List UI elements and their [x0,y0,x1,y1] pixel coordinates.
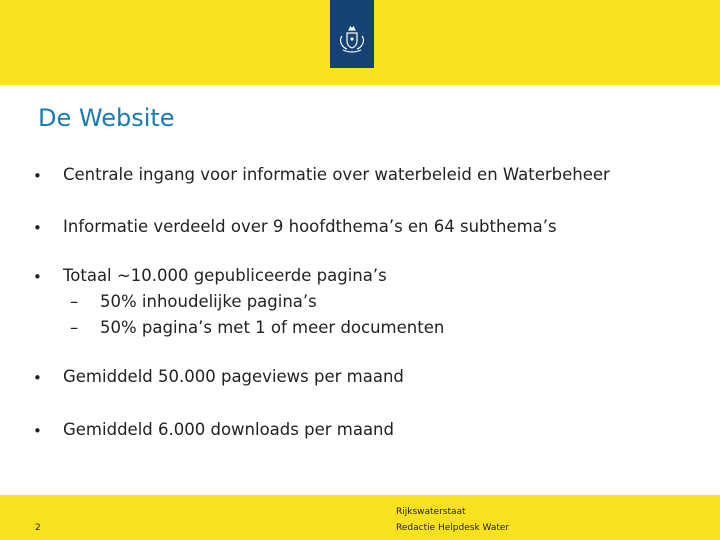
bullet-item: Totaal ~10.000 gepubliceerde pagina’s [63,266,387,285]
sub-bullet-item: 50% pagina’s met 1 of meer documenten [100,318,445,337]
slide-title: De Website [38,104,175,132]
bullet-marker: • [33,369,42,387]
footer-organization: Rijkswaterstaat [396,507,466,517]
bullet-marker: • [33,219,42,237]
footer-band [0,495,720,540]
bullet-item: Gemiddeld 6.000 downloads per maand [63,420,394,439]
bullet-item: Centrale ingang voor informatie over waterbeleid en Waterbeheer [63,165,610,184]
bullet-marker: • [33,268,42,286]
sub-bullet-marker: – [70,292,79,311]
page-number: 2 [35,523,41,533]
bullet-marker: • [33,167,42,185]
bullet-marker: • [33,422,42,440]
sub-bullet-marker: – [70,318,79,337]
bullet-item: Informatie verdeeld over 9 hoofdthema’s en 64 subthema’s [63,217,557,236]
footer-department: Redactie Helpdesk Water [396,523,510,533]
bullet-item: Gemiddeld 50.000 pageviews per maand [63,367,404,386]
sub-bullet-item: 50% inhoudelijke pagina’s [100,292,317,311]
